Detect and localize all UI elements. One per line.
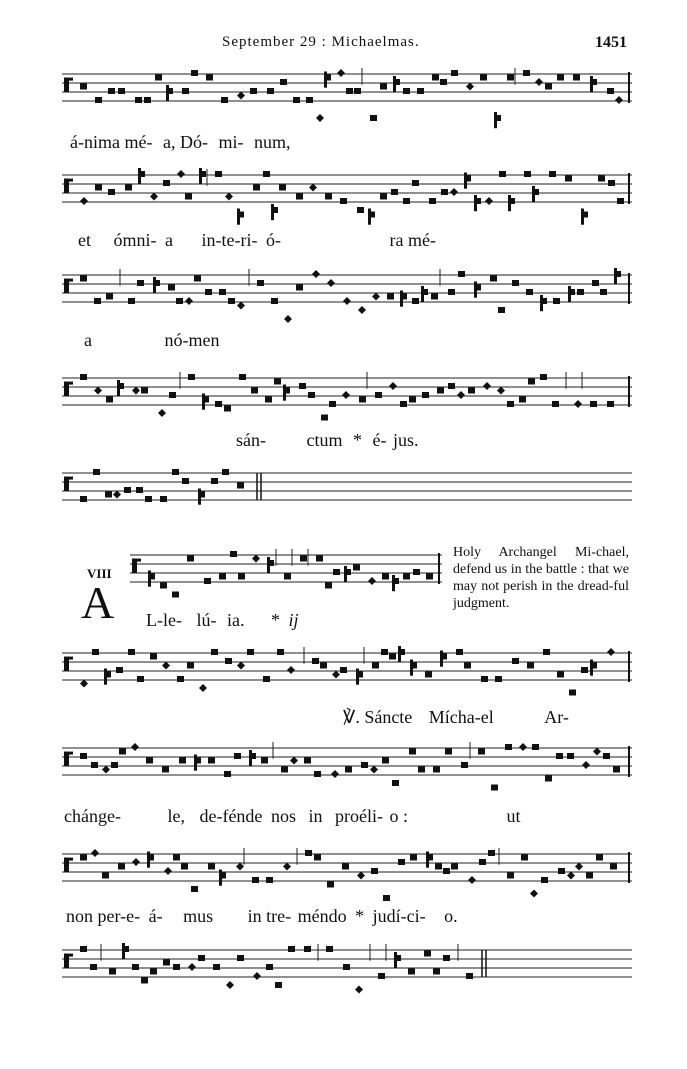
lyric-syllable: a, Dó- — [162, 132, 208, 152]
lyric-syllable: in — [308, 806, 323, 826]
chant-staff-3 — [62, 265, 632, 320]
lyric-syllable: le, — [167, 806, 185, 826]
lyric-line-1 — [70, 132, 290, 153]
mode-number: VIII — [87, 566, 112, 581]
chant-staff-5 — [62, 463, 632, 518]
lyric-syllable: sán- — [236, 430, 266, 450]
lyric-syllable: méndo — [297, 906, 347, 926]
lyric-line-verse-1 — [343, 707, 569, 728]
lyric-syllable: o. — [444, 906, 458, 926]
lyric-syllable: Mícha-el — [428, 707, 494, 727]
lyric-syllable: lú- — [196, 610, 217, 630]
lyric-syllable: L-le- — [146, 610, 182, 630]
lyric-syllable: ia. — [226, 610, 245, 630]
lyric-line-2 — [78, 230, 436, 251]
lyric-syllable: ra mé- — [389, 230, 436, 250]
chant-staff-verse-2 — [62, 738, 632, 798]
lyric-syllable: a — [84, 330, 92, 350]
lyric-syllable: ó- — [265, 230, 281, 250]
lyric-syllable: nos — [270, 806, 296, 826]
lyric-line-3 — [84, 330, 219, 351]
chant-staff-verse-4 — [62, 940, 632, 995]
lyric-syllable: é- — [372, 430, 387, 450]
chant-staff-verse-1 — [62, 643, 632, 703]
chant-staff-2 — [62, 165, 632, 215]
chant-staff-4 — [62, 368, 632, 428]
lyric-syllable: Ar- — [544, 707, 569, 727]
lyric-syllable: mus — [183, 906, 214, 926]
lyric-syllable: judí-ci- — [372, 906, 426, 926]
lyric-syllable: jus. — [392, 430, 419, 450]
lyric-syllable: de-fénde — [199, 806, 263, 826]
lyric-syllable: * — [353, 430, 362, 450]
lyric-syllable: et — [78, 230, 91, 250]
lyric-syllable: num, — [253, 132, 291, 152]
lyric-syllable: a — [165, 230, 173, 250]
lyric-line-verse-2 — [64, 806, 520, 827]
chant-staff-verse-3 — [62, 844, 632, 899]
chant-staff-1 — [62, 64, 632, 124]
lyric-line-4 — [236, 430, 419, 451]
lyric-syllable: mi- — [218, 132, 244, 152]
lyric-syllable: * — [355, 906, 365, 926]
initial-letter: A — [81, 577, 115, 628]
chant-staff-alleluia — [130, 545, 442, 600]
lyric-syllable: ut — [506, 806, 521, 826]
lyric-syllable: * — [270, 610, 280, 630]
lyric-syllable: ij — [288, 610, 299, 630]
lyric-line-alleluia — [146, 610, 299, 631]
lyric-syllable: in-te-ri- — [201, 230, 258, 250]
lyric-syllable: á-nima mé- — [70, 132, 153, 152]
lyric-syllable: ómni- — [113, 230, 157, 250]
lyric-syllable: ctum — [306, 430, 343, 450]
lyric-syllable: o : — [389, 806, 408, 826]
running-header: September 29 : Michaelmas. — [222, 34, 420, 50]
lyric-syllable: in tre- — [247, 906, 292, 926]
translation-text: Holy Archangel Mi-chael, defend us in the battle : that we may not perish in the dread-ful judgment. — [453, 545, 629, 611]
lyric-line-verse-3 — [66, 906, 458, 927]
page-number: 1451 — [595, 34, 627, 51]
lyric-syllable: proéli- — [334, 806, 383, 826]
lyric-syllable: ℣. Sáncte — [343, 707, 413, 727]
lyric-syllable: non per-e- — [66, 906, 141, 926]
lyric-syllable: nó-men — [164, 330, 220, 350]
lyric-syllable: chánge- — [64, 806, 121, 826]
lyric-syllable: á- — [148, 906, 163, 926]
